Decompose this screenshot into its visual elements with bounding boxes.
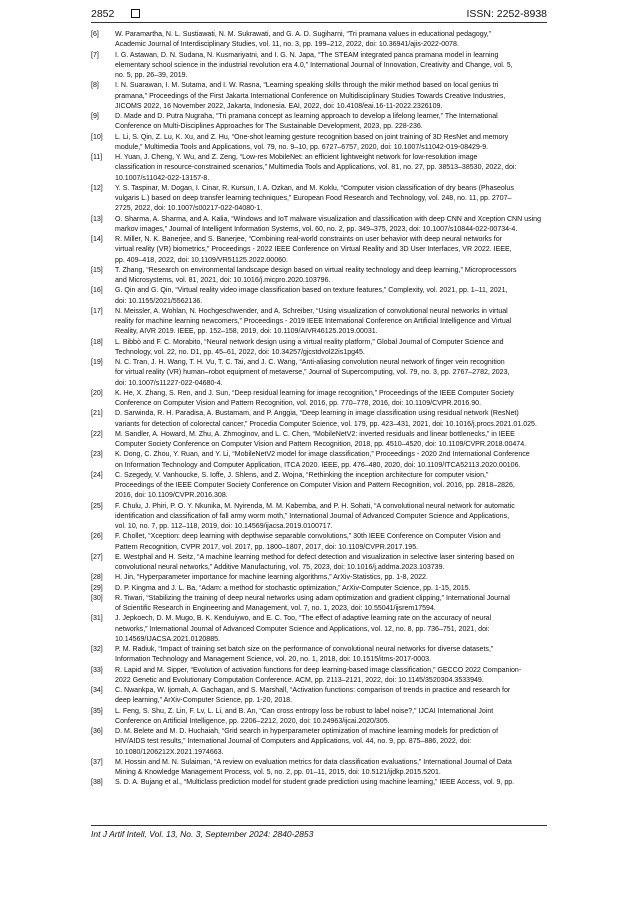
reference-text: L. Feng, S. Shu, Z. Lin, F. Lv, L. Li, and B. An, “Can cross entropy loss be robust to label noise?,” IJCAI International Joint Conference on Artificial Intelligence, pp. 2206–2212, 2020, doi: 10.24963/ijcai.2020/305. <box>115 707 494 725</box>
reference-text: M. Sandler, A. Howard, M. Zhu, A. Zhmoginov, and L. C. Chen, “MobileNetV2: inverted residuals and linear bottlenecks,” in IEEE Computer Society Conference on Computer Vision and Pattern Recognition, 2018, pp. 4510–4520, doi: 10.1109/CVPR.2018.00474. <box>115 430 527 448</box>
reference-item <box>91 266 549 287</box>
reference-item <box>91 51 549 82</box>
reference-number: [15] <box>91 266 103 274</box>
reference-text: H. Yuan, J. Cheng, Y. Wu, and Z. Zeng, “Low-res MobileNet: an efficient lightweight network for low-resolution image classification in resource-constrained scenarios,” Multimedia Tools and Applications, vol. 81, no. 27, pp. 38513–38530, 2022, doi: 10.1007/s11042-022-13157-8. <box>115 154 517 182</box>
reference-text: F. Chollet, “Xception: deep learning with depthwise separable convolutions,” 30th IEEE Conference on Computer Vision and Pattern Recognition, CVPR 2017, vol. 2017, pp. 1800–1807, 2017, doi: 10.1109/CVPR.2017.195. <box>115 533 501 551</box>
reference-item <box>91 450 549 471</box>
reference-number: [34] <box>91 687 103 694</box>
square-icon <box>131 9 140 18</box>
reference-number: [14] <box>91 236 103 243</box>
reference-number: [31] <box>91 615 103 623</box>
reference-number: [37] <box>91 758 103 766</box>
footer-citation: Int J Artif Intell, Vol. 13, No. 3, September 2024: 2840-2853 <box>91 829 314 839</box>
reference-text: O. Sharma, A. Sharma, and A. Kalia, “Windows and IoT malware visualization and classification with deep CNN and Xception CNN using markov images,” Journal of Intelligent Information Systems, vol. 60, no. 2, pp. 349–375, 2023, doi: 10.1007/s10844-022-00734-4. <box>115 215 542 233</box>
reference-item <box>91 153 549 184</box>
reference-text: I. N. Suarawan, I. M. Sutama, and I. W. Rasna, “Learning speaking skills through the mikir method based on local genius tri pramana,” Proceedings of the First Jakarta International Conference on Multidisciplinary Studies Towards Creative Industries, JICOMS 2022, 16 November 2022, Jakarta, Indonesia. EAI, 2022, doi: 10.4108/eai.16-11-2022.2326109. <box>115 82 506 110</box>
reference-item <box>91 553 549 574</box>
reference-text: M. Hossin and M. N. Sulaiman, “A review on evaluation metrics for data classification evaluations,” International Journal of Data Mining & Knowledge Management Process, vol. 5, no. 2, pp. 01–11, 2015, doi: 10.5121/ijdkp.2015.5201. <box>115 758 512 776</box>
reference-item <box>91 409 549 430</box>
reference-text: P. M. Radiuk, “Impact of training set batch size on the performance of convolutional neural networks for diverse datasets,” Information Technology and Management Science, vol. 20, no. 1, 2018, doi: 10.1515/itms-2017-0003. <box>115 646 494 664</box>
reference-item <box>91 758 549 779</box>
reference-number: [35] <box>91 707 103 715</box>
reference-item <box>91 235 549 266</box>
reference-item <box>91 133 549 154</box>
reference-item <box>91 307 549 338</box>
reference-number: [19] <box>91 359 103 366</box>
reference-number: [13] <box>91 215 103 223</box>
reference-text: K. Dong, C. Zhou, Y. Ruan, and Y. Li, “MobileNetV2 model for image classification,” Proceedings - 2020 2nd International Conference on Information Technology and Computer Application, ITCA 2020. IEEE, pp. 476–480, 2020, doi: 10.1109/ITCA52113.2020.00106. <box>115 451 530 469</box>
reference-number: [9] <box>91 113 99 120</box>
reference-number: [17] <box>91 307 103 315</box>
reference-item <box>91 614 549 645</box>
reference-text: W. Paramartha, N. L. Sustiawati, N. M. Sukrawati, and G. A. D. Sugiharni, “Tri pramana values in educational pedagogy,” Academic Journal of Interdisciplinary Studies, vol. 11, no. 3, pp. 199–212, 2022, doi: 10.36941/ajis-2022-0078. <box>115 31 492 49</box>
reference-item <box>91 778 549 788</box>
reference-number: [26] <box>91 533 103 541</box>
reference-item <box>91 727 549 758</box>
reference-number: [29] <box>91 584 103 592</box>
reference-item <box>91 584 549 594</box>
reference-item <box>91 215 549 236</box>
reference-text: Y. S. Taspinar, M. Dogan, I. Cinar, R. Kursun, I. A. Ozkan, and M. Koklu, “Computer vision classification of dry beans (Phaseolus vulgaris L.) based on deep transfer learning techniques,” European Food Research and Technology, vol. 248, no. 11, pp. 2707– 2725, 2022, doi: 10.1007/s00217-022-04080-1. <box>115 184 514 213</box>
reference-item <box>91 666 549 687</box>
reference-item <box>91 338 549 359</box>
page-number: 2852 <box>91 8 115 20</box>
reference-list <box>91 30 549 789</box>
reference-item <box>91 184 549 215</box>
reference-text: N. Meissler, A. Wohlan, N. Hochgeschwender, and A. Schreiber, “Using visualization of convolutional neural networks in virtual reality for machine learning newcomers,” Proceedings - 2019 IEEE International Conference on Artificial Intelligence and Virtual Reality, AIVR 2019. IEEE, pp. 152–158, 2019, doi: 10.1109/AIVR46125.2019.00031. <box>115 307 512 336</box>
reference-text: R. Lapid and M. Sipper, “Evolution of activation functions for deep learning-based image classification,” GECCO 2022 Companion- 2022 Genetic and Evolutionary Computation Conference. ACM, pp. 2113–2121, 2022, doi: 10.1145/3520304.3533949. <box>115 666 522 684</box>
page-header <box>91 6 547 22</box>
reference-text: R. Tiwari, “Stabilizing the training of deep neural networks using adam optimization and gradient clipping,” International Journal of Scientific Research in Engineering and Management, vol. 7, no. 1, 2023, doi: 10.55041/ijsrem17594. <box>115 594 510 612</box>
reference-text: L. Li, S. Qin, Z. Lu, K. Xu, and Z. Hu, “One-shot learning gesture recognition based on joint training of 3D ResNet and memory module,” Multimedia Tools and Applications, vol. 79, no. 9–10, pp. 6727–6757, 2020, doi: 10.1007/s11042-019-08429-9. <box>115 133 509 151</box>
footer-rule <box>91 825 547 826</box>
reference-number: [16] <box>91 287 103 295</box>
reference-item <box>91 358 549 389</box>
reference-number: [32] <box>91 646 103 653</box>
reference-text: T. Zhang, “Research on environmental landscape design based on virtual reality technology and deep learning,” Microprocessors and Microsystems, vol. 81, 2021, doi: 10.1016/j.micpro.2020.103796. <box>115 266 517 284</box>
reference-item <box>91 30 549 51</box>
reference-text: F. Chulu, J. Phiri, P. O. Y. Nkunika, M. Nyirenda, M. M. Kabemba, and P. H. Sohati, “A convolutional neural network for automatic identification and classification of fall army worm moth,” International Journal of Advanced Computer Science and Applications, vol. 10, no. 7, pp. 112–118, 2019, doi: 10.14569/ijacsa.2019.0100717. <box>115 502 515 530</box>
reference-text: D. P. Kingma and J. L. Ba, “Adam: a method for stochastic optimization,” ArXiv-Computer Science, pp. 1-15, 2015. <box>115 584 471 592</box>
header-rule <box>91 22 547 23</box>
reference-number: [11] <box>91 154 103 161</box>
reference-number: [36] <box>91 728 103 735</box>
reference-number: [24] <box>91 471 103 479</box>
reference-number: [18] <box>91 338 103 346</box>
reference-number: [30] <box>91 594 103 602</box>
reference-number: [21] <box>91 410 103 418</box>
reference-item <box>91 573 549 583</box>
reference-item <box>91 81 549 112</box>
reference-text: H. Jin, “Hyperparameter importance for machine learning algorithms,” ArXiv-Statistics, pp. 1-8, 2022. <box>115 574 428 582</box>
reference-text: E. Westphal and H. Seitz, “A machine learning method for defect detection and visualization in selective laser sintering based on convolutional neural networks,” Additive Manufacturing, vol. 75, 2023, doi: 10.1016/j.addma.2023.103739. <box>115 553 515 571</box>
reference-text: C. Szegedy, V. Vanhoucke, S. Ioffe, J. Shlens, and Z. Wojna, “Rethinking the inception architecture for computer vision,” Proceedings of the IEEE Computer Society Conference on Computer Vision and Pattern Recognition, vol. 2016, pp. 2818–2826, 2016, doi: 10.1109/CVPR.2016.308. <box>115 471 515 500</box>
reference-text: N. C. Tran, J. H. Wang, T. H. Vu, T. C. Tai, and J. C. Wang, “Anti-aliasing convolution neural network of finger vein recognition for virtual reality (VR) human–robot equipment of metaverse,” Journal of Supercomputing, vol. 79, no. 3, pp. 2767–2782, 2023, doi: 10.1007/s11227-022-04680-4. <box>115 359 510 387</box>
reference-text: S. D. A. Bujang et al., “Multiclass prediction model for student grade prediction using machine learning,” IEEE Access, vol. 9, pp. <box>115 779 515 787</box>
reference-item <box>91 430 549 451</box>
reference-number: [20] <box>91 389 103 397</box>
reference-text: D. M. Belete and M. D. Huchaiah, “Grid search in hyperparameter optimization of machine learning models for prediction of HIV/AIDS test results,” International Journal of Computers and Applications, vol. 44, no. 9, pp. 875–886, 2022, doi: 10.1080/1206212X.2021.1974663. <box>115 728 499 756</box>
reference-number: [10] <box>91 133 103 141</box>
reference-number: [28] <box>91 574 103 582</box>
reference-text: G. Qin and G. Qin, “Virtual reality video image classification based on texture features,” Complexity, vol. 2021, pp. 1–11, 2021, doi: 10.1155/2021/5562136. <box>115 287 508 305</box>
reference-item <box>91 389 549 410</box>
reference-number: [12] <box>91 184 103 192</box>
reference-item <box>91 686 549 707</box>
reference-number: [6] <box>91 31 99 38</box>
reference-text: R. Miller, N. K. Banerjee, and S. Banerjee, “Combining real-world constraints on user behavior with deep neural networks for virtual reality (VR) biometrics,” Proceedings - 2022 IEEE Conference on Virtual Reality and 3D User Interfaces, VR 2022. IEEE, pp. 409–418, 2022, doi: 10.1109/VR51125.2022.00060. <box>115 236 512 264</box>
reference-item <box>91 471 549 502</box>
reference-number: [25] <box>91 502 103 510</box>
reference-item <box>91 707 549 728</box>
reference-number: [7] <box>91 51 99 59</box>
reference-text: D. Made and D. Putra Nugraha, “Tri pramana concept as learning approach to develop a lifelong learner,” The International Conference on Multi-Disciplines Approaches for The Sustainable Development, 2023, pp. 228-236. <box>115 113 498 131</box>
issn: ISSN: 2252-8938 <box>466 8 547 20</box>
reference-number: [22] <box>91 430 103 438</box>
reference-text: K. He, X. Zhang, S. Ren, and J. Sun, “Deep residual learning for image recognition,” Proceedings of the IEEE Computer Society Conference on Computer Vision and Pattern Recognition, vol. 2016, pp. 770–778, 2016, doi: 10.1109/CVPR.2016.90. <box>115 389 514 407</box>
reference-text: C. Nwankpa, W. Ijomah, A. Gachagan, and S. Marshall, “Activation functions: comparison of trends in practice and research for deep learning,” ArXiv-Computer Science, pp. 1-20, 2018. <box>115 687 511 705</box>
reference-item <box>91 112 549 133</box>
reference-number: [33] <box>91 666 103 674</box>
reference-number: [38] <box>91 779 103 787</box>
reference-text: I. G. Astawan, D. N. Sudana, N. Kusmariyatni, and I. G. N. Japa, “The STEAM integrated panca pramana model in learning elementary school science in the industrial revolution era 4.0,” International Journal of Innovation, Creativity and Change, vol. 5, no. 5, pp. 26–39, 2019. <box>115 51 513 79</box>
reference-number: [8] <box>91 82 99 90</box>
reference-item <box>91 594 549 615</box>
reference-item <box>91 502 549 533</box>
reference-text: L. Bibbò and F. C. Morabito, “Neural network design using a virtual reality platform,” Global Journal of Computer Science and Technology, vol. 22, no. D1, pp. 45–61, 2022, doi: 10.34257/gjcstdvol22is1pg45. <box>115 338 504 356</box>
reference-number: [27] <box>91 553 103 561</box>
reference-item <box>91 286 549 307</box>
reference-text: J. Jepkoech, D. M. Mugo, B. K. Kenduiywo, and E. C. Too, “The effect of adaptive learning rate on the accuracy of neural networks,” International Journal of Advanced Computer Science and Applications, vol. 12, no. 8, pp. 736–751, 2021, doi: 10.14569/IJACSA.2021.0120885. <box>115 615 492 643</box>
reference-number: [23] <box>91 451 103 459</box>
reference-item <box>91 532 549 553</box>
reference-text: D. Sarwinda, R. H. Paradisa, A. Bustamam, and P. Anggia, “Deep learning in image classification using residual network (ResNet) variants for detection of colorectal cancer,” Procedia Computer Science, vol. 179, pp. 423–431, 2021, doi: 10.1016/j.procs.2021.01.025. <box>115 410 537 428</box>
reference-item <box>91 645 549 666</box>
